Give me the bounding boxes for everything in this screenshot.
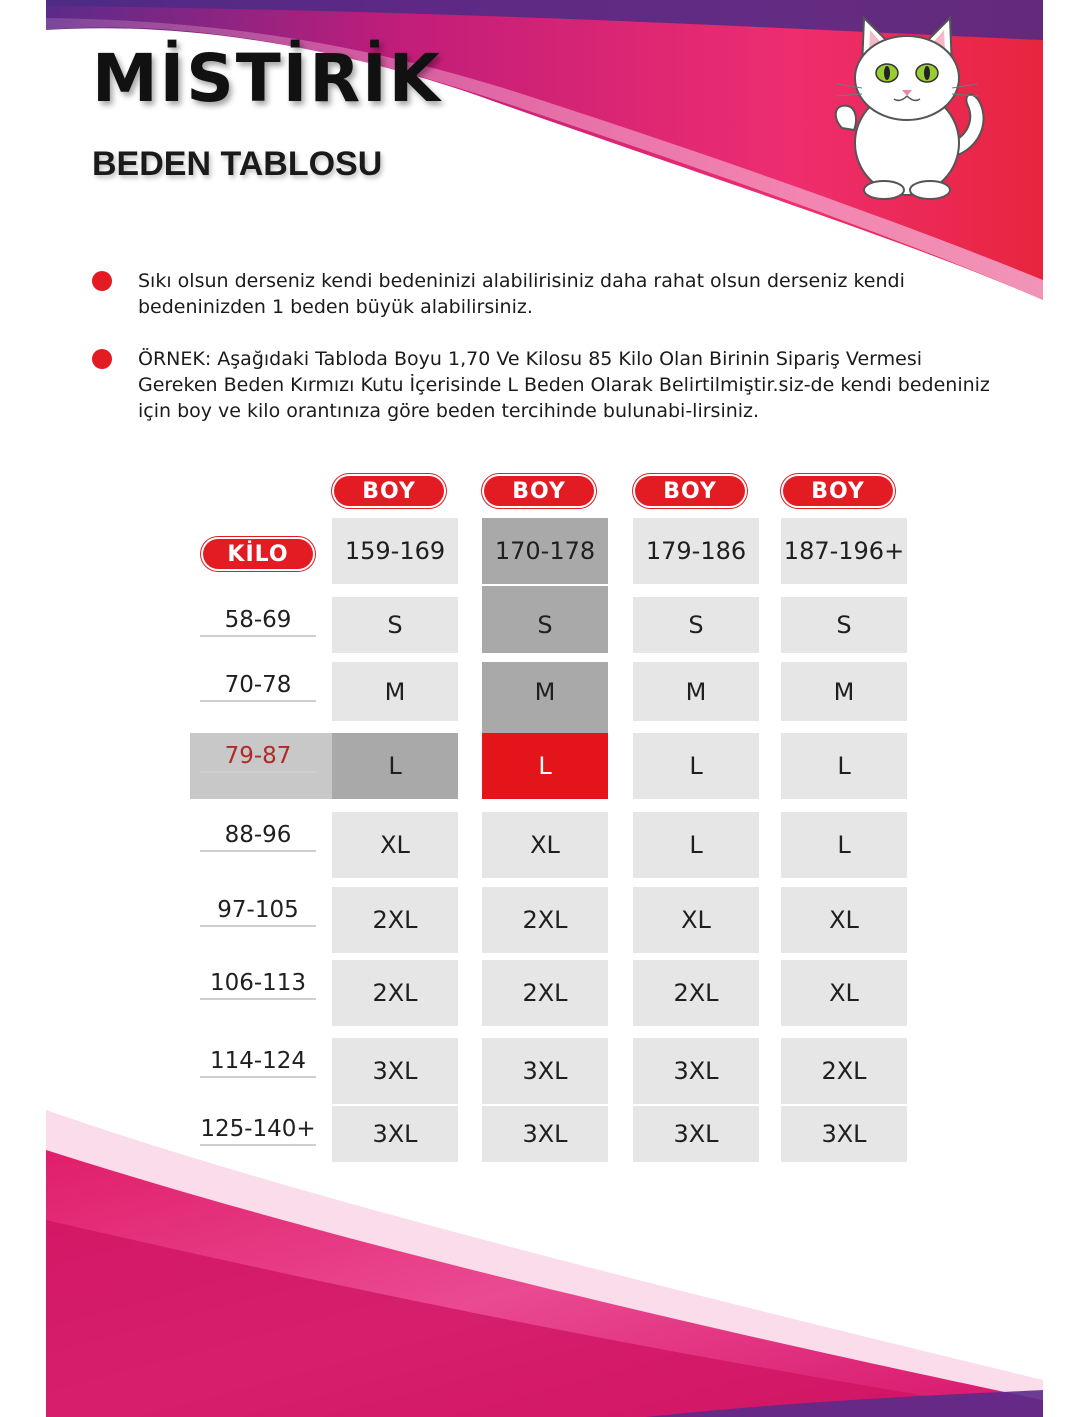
weight-range-label: 79-87 bbox=[200, 743, 316, 773]
note-text: ÖRNEK: Aşağıdaki Tabloda Boyu 1,70 Ve Kilosu 85 Kilo Olan Birinin Sipariş Vermesi Gereken Beden Kırmızı Kutu İçerisinde L Beden Olarak Belirtilmiştir.siz-de kendi bedeniniz için boy ve kilo orantınıza göre beden tercihinde bulunabi-lirsiniz. bbox=[138, 348, 990, 422]
note-item bbox=[92, 268, 992, 324]
size-cell: S bbox=[633, 597, 759, 653]
size-cell: L bbox=[633, 733, 759, 799]
size-cell: M bbox=[633, 662, 759, 721]
boy-badge: BOY bbox=[484, 476, 594, 506]
weight-range-label: 97-105 bbox=[200, 897, 316, 927]
size-cell: S bbox=[781, 597, 907, 653]
size-cell: 3XL bbox=[482, 1106, 608, 1162]
red-dot-icon bbox=[92, 349, 112, 369]
weight-range-label: 106-113 bbox=[200, 970, 316, 1000]
size-cell: L bbox=[633, 812, 759, 878]
weight-range-label: 70-78 bbox=[200, 672, 316, 702]
boy-badge: BOY bbox=[635, 476, 745, 506]
kilo-badge: KİLO bbox=[203, 539, 313, 569]
size-cell: M bbox=[781, 662, 907, 721]
size-cell: 2XL bbox=[482, 887, 608, 953]
height-range-cell: 187-196+ bbox=[781, 518, 907, 584]
size-cell: XL bbox=[781, 887, 907, 953]
page-subtitle: BEDEN TABLOSU bbox=[92, 145, 383, 183]
size-cell: S bbox=[332, 597, 458, 653]
brand-title: MİSTİRİK bbox=[92, 40, 442, 117]
column-highlight-gap bbox=[482, 586, 608, 597]
size-cell: XL bbox=[482, 812, 608, 878]
boy-badge: BOY bbox=[783, 476, 893, 506]
size-cell: 3XL bbox=[633, 1038, 759, 1104]
size-cell: M bbox=[332, 662, 458, 721]
size-cell: 3XL bbox=[781, 1106, 907, 1162]
size-cell: 3XL bbox=[633, 1106, 759, 1162]
size-cell: 2XL bbox=[633, 960, 759, 1026]
size-cell: S bbox=[482, 597, 608, 653]
size-cell: XL bbox=[332, 812, 458, 878]
note-item bbox=[92, 346, 992, 456]
size-cell: 2XL bbox=[332, 960, 458, 1026]
weight-range-label: 114-124 bbox=[200, 1048, 316, 1078]
size-cell: XL bbox=[633, 887, 759, 953]
column-highlight-gap bbox=[482, 721, 608, 733]
weight-range-label: 125-140+ bbox=[200, 1116, 316, 1146]
height-range-cell: 170-178 bbox=[482, 518, 608, 584]
size-cell: L bbox=[781, 812, 907, 878]
cat-icon bbox=[822, 8, 1002, 203]
weight-range-label: 58-69 bbox=[200, 607, 316, 637]
boy-badge: BOY bbox=[334, 476, 444, 506]
size-cell: 2XL bbox=[332, 887, 458, 953]
size-cell: L bbox=[332, 733, 458, 799]
size-cell: 3XL bbox=[482, 1038, 608, 1104]
example-size-cell: L bbox=[482, 733, 608, 799]
size-cell: 3XL bbox=[332, 1038, 458, 1104]
size-cell: 3XL bbox=[332, 1106, 458, 1162]
size-cell: 2XL bbox=[781, 1038, 907, 1104]
size-cell: 2XL bbox=[482, 960, 608, 1026]
size-cell: L bbox=[781, 733, 907, 799]
note-text: Sıkı olsun derseniz kendi bedeninizi alabilirisiniz daha rahat olsun derseniz kendi bedeninizden 1 beden büyük alabilirsiniz. bbox=[138, 270, 905, 318]
height-range-cell: 179-186 bbox=[633, 518, 759, 584]
size-cell: M bbox=[482, 662, 608, 721]
weight-range-label: 88-96 bbox=[200, 822, 316, 852]
height-range-cell: 159-169 bbox=[332, 518, 458, 584]
red-dot-icon bbox=[92, 271, 112, 291]
size-cell: XL bbox=[781, 960, 907, 1026]
